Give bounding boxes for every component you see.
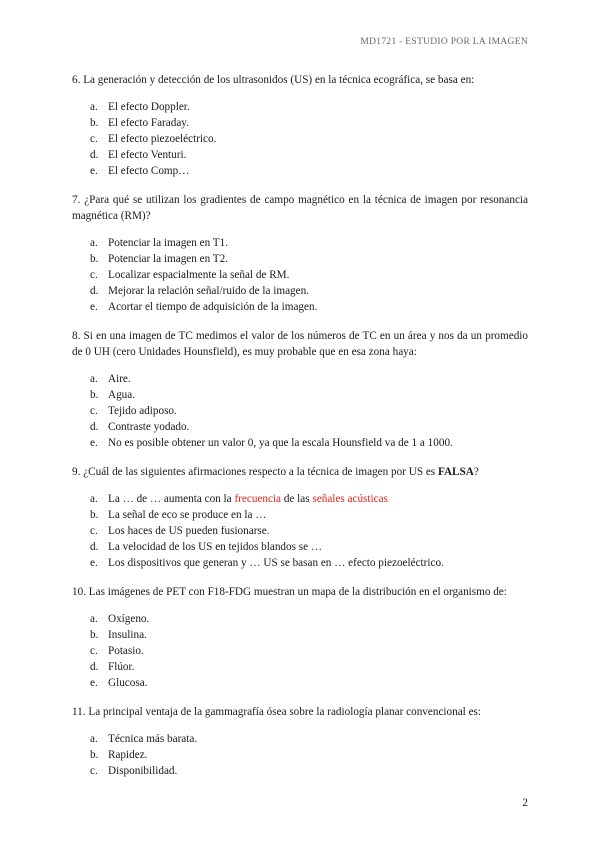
option-6b <box>72 115 528 131</box>
option-text: Potenciar la imagen en T1. <box>108 237 229 249</box>
option-10d <box>72 659 528 675</box>
option-text: Oxígeno. <box>108 613 150 625</box>
page-header: MD1721 - ESTUDIO POR LA IMAGEN <box>360 37 528 47</box>
option-text: El efecto Comp… <box>108 165 190 177</box>
option-11c <box>72 763 528 779</box>
option-text: Insulina. <box>108 629 147 641</box>
option-letter: e. <box>90 677 98 689</box>
option-text: Potasio. <box>108 645 144 657</box>
option-letter: c. <box>90 405 98 417</box>
highlight-text: frecuencia <box>234 493 282 505</box>
option-11b <box>72 747 528 763</box>
option-letter: b. <box>90 117 99 129</box>
question-10-options <box>72 611 528 691</box>
option-text: Aire. <box>108 373 131 385</box>
option-letter: e. <box>90 557 98 569</box>
option-letter: a. <box>90 373 98 385</box>
option-letter: c. <box>90 765 98 777</box>
option-letter: a. <box>90 733 98 745</box>
option-text: Técnica más barata. <box>108 733 198 745</box>
option-letter: d. <box>90 541 99 553</box>
option-letter: b. <box>90 389 99 401</box>
option-text: Acortar el tiempo de adquisición de la imagen. <box>108 301 318 313</box>
option-text: Flúor. <box>108 661 135 673</box>
option-text: Localizar espacialmente la señal de RM. <box>108 269 290 281</box>
option-text: Contraste yodado. <box>108 421 190 433</box>
option-text: Los dispositivos que generan y … US se basan en … efecto piezoeléctrico. <box>108 557 444 569</box>
option-letter: d. <box>90 661 99 673</box>
question-6: 6. La generación y detección de los ultrasonidos (US) en la técnica ecográfica, se basa en: <box>72 74 475 86</box>
option-letter: d. <box>90 421 99 433</box>
option-text: Mejorar la relación señal/ruido de la imagen. <box>108 285 309 297</box>
option-text: Potenciar la imagen en T2. <box>108 253 229 265</box>
option-9e <box>72 555 528 571</box>
option-11a <box>72 731 528 747</box>
option-letter: d. <box>90 285 99 297</box>
question-10: 10. Las imágenes de PET con F18-FDG muestran un mapa de la distribución en el organismo de: <box>72 586 507 598</box>
question-9 <box>72 464 528 480</box>
question-7-options <box>72 235 528 315</box>
option-text: La … de … aumenta con la <box>108 493 235 505</box>
option-letter: d. <box>90 149 99 161</box>
option-text: de las <box>281 493 313 505</box>
option-letter: c. <box>90 133 98 145</box>
option-9d <box>72 539 528 555</box>
question-9-emphasis: FALSA <box>437 466 474 478</box>
question-7: 7. ¿Para qué se utilizan los gradientes de campo magnético en la técnica de imagen por resonancia magnética (RM)? <box>72 194 528 222</box>
option-8a <box>72 371 528 387</box>
question-11: 11. La principal ventaja de la gammagrafía ósea sobre la radiología planar convencional es: <box>72 706 481 718</box>
option-text: El efecto Doppler. <box>108 101 190 113</box>
option-7c <box>72 267 528 283</box>
option-10e <box>72 675 528 691</box>
option-text: La señal de eco se produce en la … <box>108 509 267 521</box>
option-letter: a. <box>90 613 98 625</box>
option-6d <box>72 147 528 163</box>
option-letter: b. <box>90 509 99 521</box>
option-7d <box>72 283 528 299</box>
option-letter: b. <box>90 253 99 265</box>
question-9-options <box>72 491 528 571</box>
question-list <box>72 72 528 792</box>
option-text: Rapidez. <box>108 749 148 761</box>
option-letter: c. <box>90 645 98 657</box>
option-letter: a. <box>90 101 98 113</box>
option-9c <box>72 523 528 539</box>
option-6a <box>72 99 528 115</box>
option-text: La velocidad de los US en tejidos blandos se … <box>108 541 323 553</box>
option-text: Agua. <box>108 389 136 401</box>
option-8e <box>72 435 528 451</box>
option-10a <box>72 611 528 627</box>
option-7b <box>72 251 528 267</box>
option-7a <box>72 235 528 251</box>
option-letter: c. <box>90 269 98 281</box>
option-text: Los haces de US pueden fusionarse. <box>108 525 270 537</box>
option-text: Tejido adiposo. <box>108 405 177 417</box>
option-10c <box>72 643 528 659</box>
question-11-options <box>72 731 528 779</box>
option-letter: c. <box>90 525 98 537</box>
question-6-options <box>72 99 528 179</box>
question-9-end: ? <box>473 466 479 478</box>
option-text: Disponibilidad. <box>108 765 178 777</box>
option-text: El efecto piezoeléctrico. <box>108 133 217 145</box>
option-text: Glucosa. <box>108 677 148 689</box>
question-8-options <box>72 371 528 451</box>
option-text: El efecto Faraday. <box>108 117 189 129</box>
question-8: 8. Si en una imagen de TC medimos el valor de los números de TC en un área y nos da un promedio de 0 UH (cero Unidades Hounsfield), es muy probable que en esa zona haya: <box>72 330 528 358</box>
option-letter: a. <box>90 237 98 249</box>
highlight-text: señales acústicas <box>312 493 388 505</box>
page-number: 2 <box>522 797 528 809</box>
option-9a <box>72 491 528 507</box>
option-text: El efecto Venturi. <box>108 149 187 161</box>
option-8c <box>72 403 528 419</box>
option-text: No es posible obtener un valor 0, ya que la escala Hounsfield va de 1 a 1000. <box>108 437 453 449</box>
option-9b <box>72 507 528 523</box>
option-letter: b. <box>90 629 99 641</box>
question-9-text: 9. ¿Cuál de las siguientes afirmaciones respecto a la técnica de imagen por US es <box>72 466 438 478</box>
option-7e <box>72 299 528 315</box>
option-letter: b. <box>90 749 99 761</box>
option-6c <box>72 131 528 147</box>
option-10b <box>72 627 528 643</box>
option-letter: e. <box>90 301 98 313</box>
option-letter: e. <box>90 165 98 177</box>
option-6e <box>72 163 528 179</box>
option-8d <box>72 419 528 435</box>
option-8b <box>72 387 528 403</box>
option-letter: a. <box>90 493 98 505</box>
option-letter: e. <box>90 437 98 449</box>
